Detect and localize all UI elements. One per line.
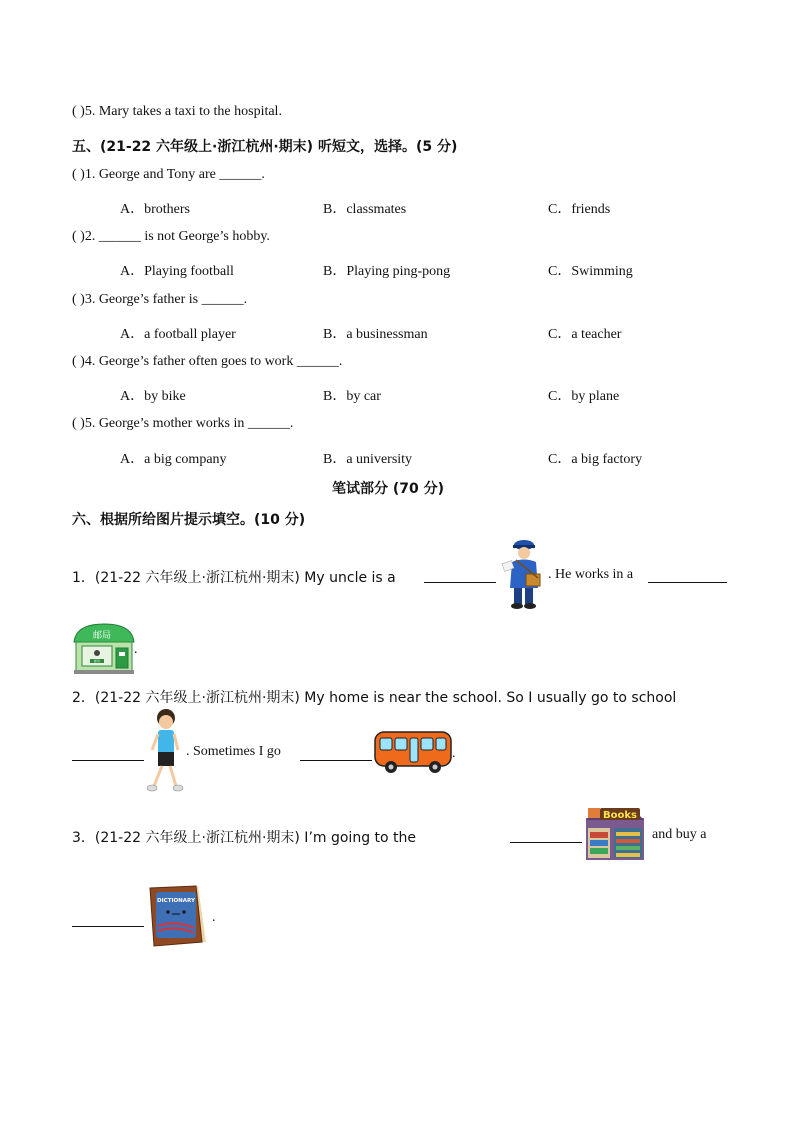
- dictionary-label: DICTIONARY: [157, 898, 195, 904]
- listening-question-4: ( )4. George’s father often goes to work ______.: [72, 354, 343, 369]
- section-6-header: 六、根据所给图片提示填空。(10 分): [72, 512, 306, 528]
- bookstore-icon: [584, 806, 646, 862]
- fill-blank-2b[interactable]: [300, 744, 372, 761]
- q2-option-b: B．Playing ping-pong: [323, 264, 451, 279]
- q3-option-b: B．a businessman: [323, 327, 428, 342]
- post-office-icon: [72, 620, 136, 676]
- q3-option-c: C．a teacher: [548, 327, 622, 342]
- listening-question-3: ( )3. George’s father is ______.: [72, 292, 248, 307]
- fill-blank-1b[interactable]: [648, 566, 727, 583]
- bus-icon: [374, 730, 452, 774]
- bookstore-sign: Books: [603, 810, 637, 821]
- fill-blank-1a[interactable]: [424, 566, 496, 583]
- fill-blank-3b[interactable]: [72, 910, 144, 927]
- fill-question-3-mid: and buy a: [652, 827, 707, 842]
- q5-option-c: C．a big factory: [548, 452, 643, 467]
- listening-question-2: ( )2. ______ is not George’s hobby.: [72, 229, 270, 244]
- post-office-door-label: 邮局: [93, 659, 101, 663]
- listening-question-1: ( )1. George and Tony are ______.: [72, 167, 265, 182]
- q1-option-c: C．friends: [548, 202, 611, 217]
- q4-option-a: A．by bike: [120, 389, 186, 404]
- walking-boy-icon: [144, 708, 186, 794]
- q1-option-b: B．classmates: [323, 202, 407, 217]
- question-5-mary: ( )5. Mary takes a taxi to the hospital.: [72, 104, 282, 119]
- written-part-header: 笔试部分 (70 分): [332, 481, 445, 497]
- q2-option-c: C．Swimming: [548, 264, 633, 279]
- fill-question-1-mid: . He works in a: [548, 567, 634, 582]
- fill-blank-3a[interactable]: [510, 826, 582, 843]
- fill-question-2-end: .: [452, 746, 456, 761]
- q2-option-a: A．Playing football: [120, 264, 234, 279]
- q1-option-a: A．brothers: [120, 202, 190, 217]
- q5-option-a: A．a big company: [120, 452, 227, 467]
- fill-blank-2a[interactable]: [72, 744, 144, 761]
- listening-question-5: ( )5. George’s mother works in ______.: [72, 416, 294, 431]
- section-5-header: 五、(21-22 六年级上·浙江杭州·期末) 听短文，选择。(5 分): [72, 139, 458, 155]
- fill-question-3-end: .: [212, 910, 216, 925]
- fill-question-3-prefix: 3．(21-22 六年级上·浙江杭州·期末) I’m going to the: [72, 830, 417, 846]
- fill-question-2-prefix: 2．(21-22 六年级上·浙江杭州·期末) My home is near the school. So I usually go to school: [72, 690, 677, 706]
- q4-option-b: B．by car: [323, 389, 381, 404]
- q4-option-c: C．by plane: [548, 389, 620, 404]
- fill-question-2-mid: . Sometimes I go: [186, 744, 281, 759]
- post-office-sign: 邮局: [92, 631, 112, 641]
- dictionary-icon: [146, 884, 210, 948]
- q3-option-a: A．a football player: [120, 327, 236, 342]
- fill-question-1-end: .: [134, 642, 138, 657]
- q5-option-b: B．a university: [323, 452, 413, 467]
- fill-question-1-prefix: 1．(21-22 六年级上·浙江杭州·期末) My uncle is a: [72, 570, 396, 586]
- postman-icon: [500, 538, 546, 610]
